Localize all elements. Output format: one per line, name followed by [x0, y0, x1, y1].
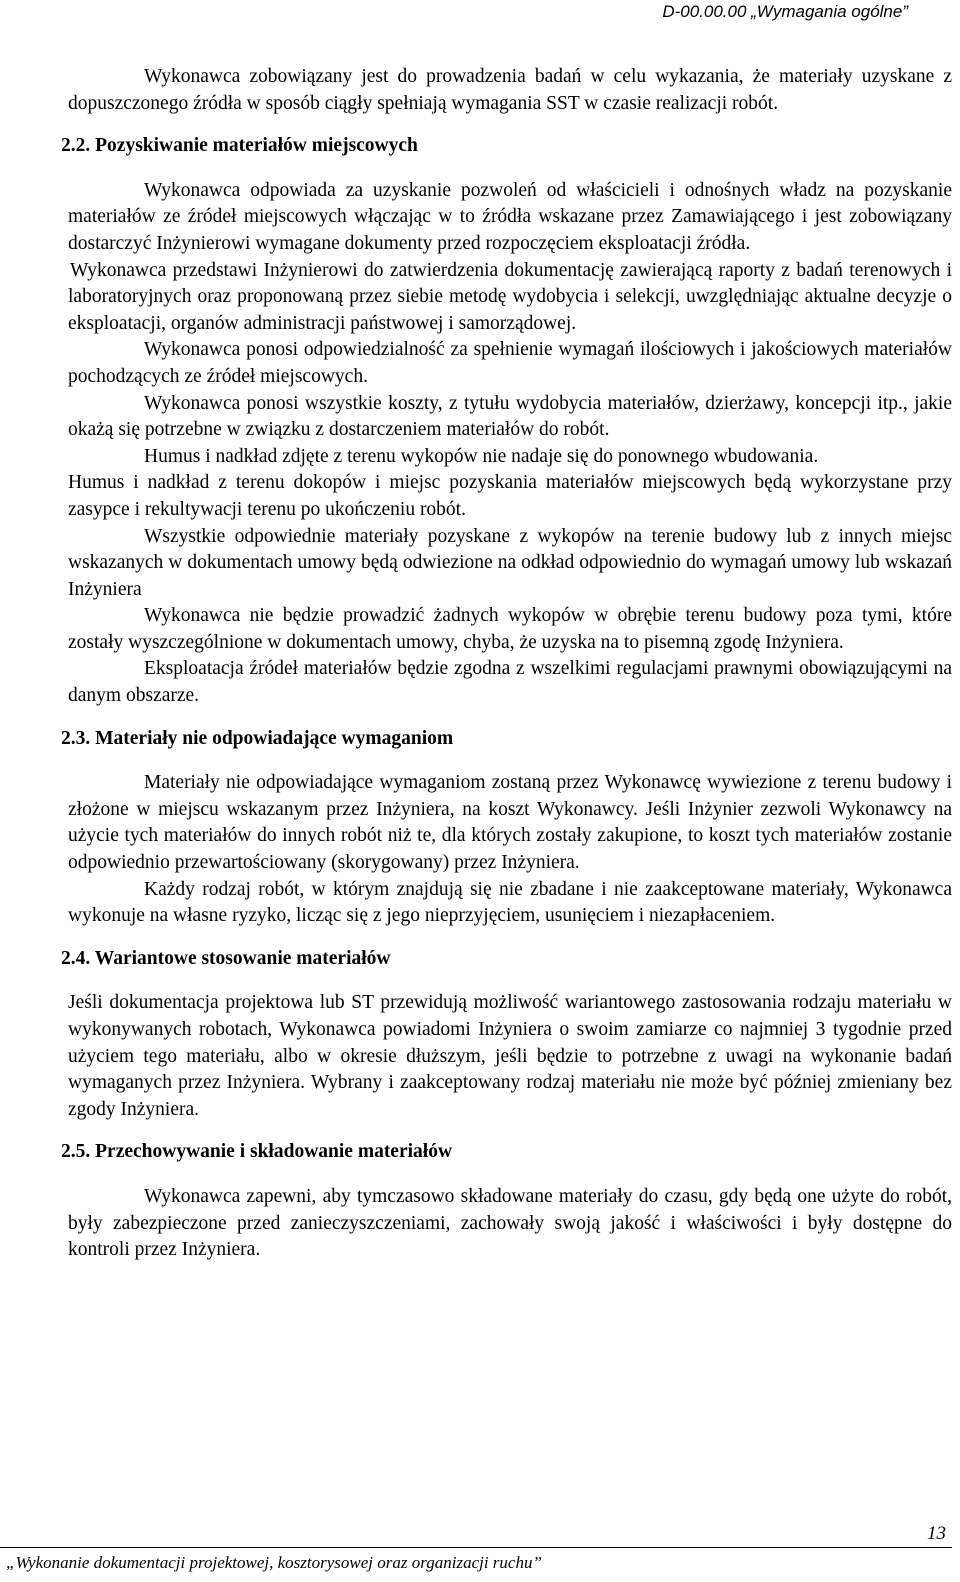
paragraph: Wykonawca zapewni, aby tymczasowo składowane materiały do czasu, gdy będą one użyte do robót, były zabezpieczone przed zanieczyszczeniami, zachowały swoją jakość i właściwości i były dostępne do kontroli przez Inżyniera.	[68, 1185, 952, 1261]
paragraph: Wykonawca nie będzie prowadzić żadnych wykopów w obrębie terenu budowy poza tymi, które zostały wyszczególnione w dokumentach umowy, chyba, że uzyska na to pisemną zgodę Inżyniera.	[68, 605, 952, 653]
paragraph: Wykonawca zobowiązany jest do prowadzenia badań w celu wykazania, że materiały uzyskane z dopuszczonego źródła w sposób ciągły spełniają wymagania SST w czasie realizacji robót.	[68, 66, 952, 114]
page-footer: „Wykonanie dokumentacji projektowej, kosztorysowej oraz organizacji ruchu”	[6, 1553, 542, 1572]
paragraph: Każdy rodzaj robót, w którym znajdują się nie zbadane i nie zaakceptowane materiały, Wykonawca wykonuje na własne ryzyko, licząc się z jego nieprzyjęciem, usunięciem i niezapłaceniem.	[68, 878, 952, 927]
paragraph: Jeśli dokumentacja projektowa lub ST przewidują możliwość wariantowego zastosowania rodzaju materiału w wykonywanych robotach, Wykonawca powiadomi Inżyniera o swoim zamiarze co najmniej 3 tygodnie przed użyciem tego materiału, albo w okresie dłuższym, jeśli będzie to potrzebne z uwagi na wykonanie badań wymaganych przez Inżyniera. Wybrany i zaakceptowany rodzaj materiału nie może być później zmieniany bez zgody Inżyniera.	[68, 992, 952, 1120]
section-heading-2-2: 2.2. Pozyskiwanie materiałów miejscowych	[61, 135, 418, 157]
footer-divider	[0, 1547, 952, 1548]
paragraph: Wykonawca ponosi wszystkie koszty, z tytułu wydobycia materiałów, dzierżawy, koncepcji itp., jakie okażą się potrzebne w związku z dostarczeniem materiałów do robót.	[68, 392, 952, 441]
paragraph: Wykonawca przedstawi Inżynierowi do zatwierdzenia dokumentację zawierającą raporty z badań terenowych i laboratoryjnych oraz proponowaną przez siebie metodę wydobycia i selekcji, uwzględniając aktualne decyzje o eksploatacji, organów administracji państwowej i samorządowej.	[68, 259, 952, 334]
paragraph: Humus i nadkład zdjęte z terenu wykopów nie nadaje się do ponownego wbudowania.	[144, 445, 819, 467]
paragraph: Wykonawca odpowiada za uzyskanie pozwoleń od właścicieli i odnośnych władz na pozyskanie materiałów ze źródeł miejscowych włączając w to źródła wskazane przez Zamawiającego i jest zobowiązany dostarczyć Inżynierowi wymagane dokumenty przed rozpoczęciem eksploatacji źródła.	[68, 179, 952, 254]
section-heading-2-4: 2.4. Wariantowe stosowanie materiałów	[61, 947, 391, 969]
page-number: 13	[927, 1523, 946, 1544]
paragraph: Wykonawca ponosi odpowiedzialność za spełnienie wymagań ilościowych i jakościowych materiałów pochodzących ze źródeł miejscowych.	[68, 339, 952, 387]
paragraph: Humus i nadkład z terenu dokopów i miejsc pozyskania materiałów miejscowych będą wykorzystane przy zasypce i rekultywacji terenu po ukończeniu robót.	[68, 472, 952, 520]
section-heading-2-3: 2.3. Materiały nie odpowiadające wymaganiom	[61, 727, 454, 749]
page-header: D-00.00.00 „Wymagania ogólne”	[662, 2, 908, 21]
paragraph: Wszystkie odpowiednie materiały pozyskane z wykopów na terenie budowy lub z innych miejsc wskazanych w dokumentach umowy będą odwiezione na odkład odpowiednio do wymagań umowy lub wskazań Inżyniera	[68, 525, 952, 600]
paragraph: Eksploatacja źródeł materiałów będzie zgodna z wszelkimi regulacjami prawnymi obowiązującymi na danym obszarze.	[68, 658, 952, 707]
paragraph: Materiały nie odpowiadające wymaganiom zostaną przez Wykonawcę wywiezione z terenu budowy i złożone w miejscu wskazanym przez Inżyniera, na koszt Wykonawcy. Jeśli Inżynier zezwoli Wykonawcy na użycie tych materiałów do innych robót niż te, dla których zostały zakupione, to koszt tych materiałów zostanie odpowiednio przewartościowany (skorygowany) przez Inżyniera.	[68, 772, 952, 874]
document-body	[61, 64, 952, 1264]
section-heading-2-5: 2.5. Przechowywanie i składowanie materiałów	[61, 1141, 453, 1163]
